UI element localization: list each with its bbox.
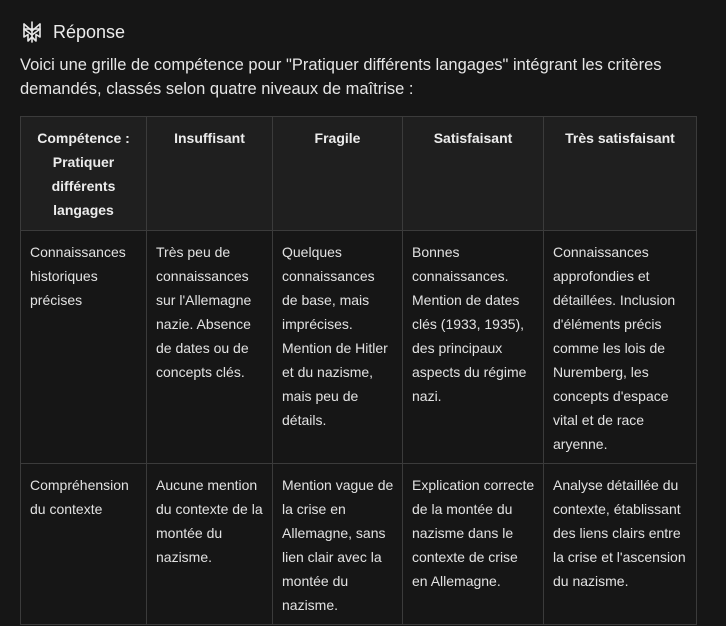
perplexity-logo-icon	[20, 20, 44, 44]
competence-grid	[20, 116, 697, 625]
header-satisfaisant: Satisfaisant	[403, 117, 544, 231]
response-title: Réponse	[53, 21, 126, 42]
table-cell: Connaissances historiques précises	[21, 231, 147, 464]
table-row	[21, 231, 697, 464]
header-insuffisant: Insuffisant	[147, 117, 273, 231]
table-cell: Mention vague de la crise en Allemagne, sans lien clair avec la montée du nazisme.	[273, 464, 403, 625]
competence-table	[20, 116, 697, 625]
table-cell: Connaissances approfondies et détaillées. Inclusion d'éléments précis comme les lois de Nuremberg, les concepts d'espace vital et de race aryenne.	[544, 231, 697, 464]
header-fragile: Fragile	[273, 117, 403, 231]
table-cell: Compréhension du contexte	[21, 464, 147, 625]
table-row	[21, 464, 697, 625]
table-cell: Bonnes connaissances. Mention de dates clés (1933, 1935), des principaux aspects du régime nazi.	[403, 231, 544, 464]
table-cell: Quelques connaissances de base, mais imprécises. Mention de Hitler et du nazisme, mais peu de détails.	[273, 231, 403, 464]
table-cell: Aucune mention du contexte de la montée du nazisme.	[147, 464, 273, 625]
table-cell: Très peu de connaissances sur l'Allemagne nazie. Absence de dates ou de concepts clés.	[147, 231, 273, 464]
table-cell: Analyse détaillée du contexte, établissant des liens clairs entre la crise et l'ascension du nazisme.	[544, 464, 697, 625]
response-header	[20, 18, 125, 46]
header-competence: Compétence : Pratiquer différents langages	[21, 117, 147, 231]
table-header-row	[21, 117, 697, 231]
header-tres-satisfaisant: Très satisfaisant	[544, 117, 697, 231]
response-intro: Voici une grille de compétence pour "Pratiquer différents langages" intégrant les critères demandés, classés selon quatre niveaux de maîtrise :	[20, 56, 662, 98]
table-cell: Explication correcte de la montée du nazisme dans le contexte de crise en Allemagne.	[403, 464, 544, 625]
